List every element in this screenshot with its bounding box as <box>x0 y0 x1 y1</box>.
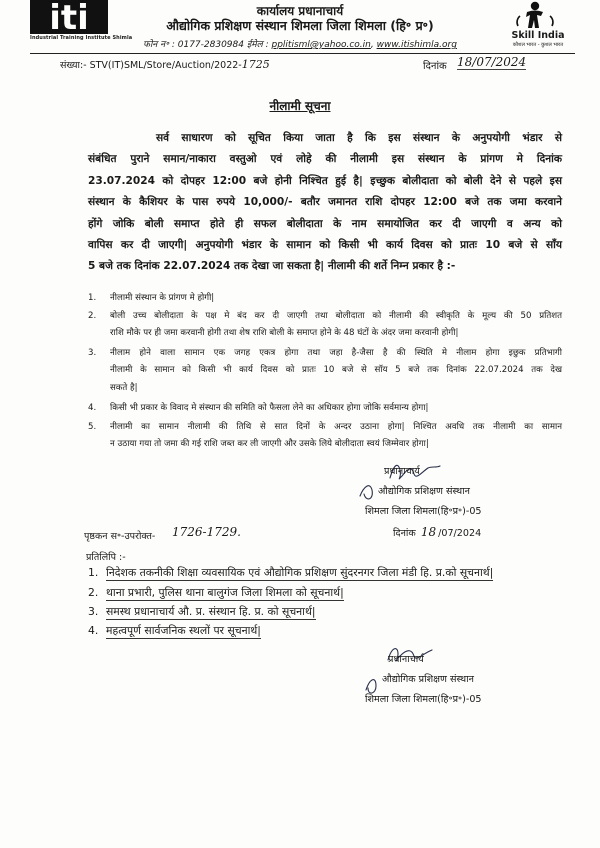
condition-line: नीलामी संस्थान के प्रांगण मे होगी| <box>110 293 215 303</box>
header-divider <box>30 53 575 54</box>
condition-line: राशि मौके पर ही जमा करवानी होगी तथा शेष राशि बोली के समाप्त होने के 48 घंटों के अंदर जमा करवानी होगी| <box>110 328 459 339</box>
condition-number: 5. <box>88 422 97 432</box>
date-label: दिनांक <box>423 61 447 72</box>
contact-email: pplitisml@yahoo.co.in <box>271 40 371 50</box>
contact-separator: , <box>370 40 377 50</box>
condition-line: नीलाम होने वाला सामान एक जगह एकत्र होगा तथा जहा है-जैसा है की स्थिति मे नीलाम होगा इछुक प्रतिभागी <box>110 348 562 358</box>
copy-item-number: 1. <box>88 566 99 579</box>
copy-item-text: महत्वपूर्ण सार्वजनिक स्थलों पर सूचनार्थ| <box>106 624 261 637</box>
condition-line: न उठाया गया तो जमा की गई राशि जब्त कर ली जाएगी और उसके लिये बोलीदाता स्वयं जिम्मेवार होगा| <box>110 439 429 450</box>
copy-item-text: निदेशक तकनीकी शिक्षा व्यवसायिक एवं औद्योगिक प्रशिक्षण सुंदरनगर जिला मंडी हि. प्र.को सूचनार्थ| <box>106 566 494 579</box>
reference-number <box>60 58 270 71</box>
condition-line: सकते है| <box>110 382 138 393</box>
paragraph-line: वापिस कर दी जाएगी| अनुपयोगी भंडार के सामान को किसी भी कार्य दिवस को प्रातः 10 बजे से साँय <box>88 239 562 252</box>
copy-item <box>88 604 316 619</box>
copy-item-number: 2. <box>88 586 99 599</box>
paragraph-line: 23.07.2024 को दोपहर 12:00 बजे होनी निश्चित हुई है| इच्छुक बोलीदाता को बोली देने से पहले इस <box>88 174 562 187</box>
paragraph-line: होंगे जोकि बोली समाप्त होते ही सफल बोलीदाता के नाम समायोजित कर दी जाएगी व अन्य को <box>88 217 562 230</box>
condition-number: 4. <box>88 403 97 413</box>
office-title: कार्यालय प्रधानाचार्य <box>256 4 344 18</box>
signature-date-rest: /07/2024 <box>438 528 482 539</box>
reference-handwritten-number: 1725 <box>241 58 270 71</box>
contact-phone: फोन न॰ : 0177-2830984 ईमेल : <box>143 40 272 50</box>
skill-india-title: Skill India <box>511 30 565 41</box>
signatory-institute: औद्योगिक प्रशिक्षण संस्थान <box>382 674 474 685</box>
condition-line: किसी भी प्रकार के विवाद मे संस्थान की समिति को फैसला लेने का अधिकार होगा जोकि सर्वमान्य होगा| <box>110 403 429 413</box>
condition-line: बोली उच्च बोलीदाता के पक्ष मे बंद कर दी जाएगी तथा बोलीदाता को नीलामी की स्वीकृति के मूल्य की 50 प्रतिशत <box>110 311 562 321</box>
signatory-designation: प्रधानाचार्य <box>384 466 420 477</box>
condition-number: 3. <box>88 348 97 358</box>
handwritten-signature-2 <box>352 640 462 700</box>
notice-paragraph <box>88 128 562 278</box>
signature-date-label: दिनांक <box>393 528 416 539</box>
reference-prefix: संख्या:- STV(IT)SML/Store/Auction/2022- <box>60 60 242 71</box>
endorsement-label: पृष्ठकन स॰-उपरोक्त- <box>84 531 156 542</box>
notice-title-text: नीलामी सूचना <box>269 99 331 113</box>
handwritten-date: 18/07/2024 <box>457 55 527 69</box>
copy-item-text: थाना प्रभारी, पुलिस थाना बालुगंज जिला शिमला को सूचनार्थ| <box>106 586 344 599</box>
signatory-location: शिमला जिला शिमला(हि॰प्र॰)-05 <box>365 694 482 705</box>
skill-india-tagline: कौशल भारत - कुशल भारत <box>512 42 564 48</box>
signatory-designation: प्रधानाचार्य <box>388 654 424 665</box>
paragraph-line: संस्थान के कैशियर के पास रुपये 10,000/- बतौर जमानत राशि दोपहर 12:00 बजे तक जमा करवाने <box>88 196 562 209</box>
condition-number: 1. <box>88 293 97 303</box>
paragraph-line: 5 बजे तक दिनांक 22.07.2024 तक देखा जा सकता है| नीलामी की शर्ते निम्न प्रकार है :- <box>88 260 456 273</box>
institute-name: औद्योगिक प्रशिक्षण संस्थान शिमला जिला शिमला (हि॰ प्र॰) <box>166 18 434 33</box>
signatory-institute: औद्योगिक प्रशिक्षण संस्थान <box>378 486 470 497</box>
copy-item <box>88 565 493 580</box>
copy-item-text: समस्थ प्रधानाचार्य औ. प्र. संस्थान हि. प्र. को सूचनार्थ| <box>106 605 316 618</box>
skill-india-logo-icon <box>508 0 560 30</box>
condition-line: नीलामी का सामान नीलामी की तिथि से सात दिनों के अन्दर उठाना होगा| निश्चित अवधि तक नीलामी का सामान <box>110 422 562 432</box>
signature-date-day: 18 <box>420 525 437 539</box>
logo-caption: Industrial Training Institute Shimla <box>30 35 133 41</box>
copy-item <box>88 623 261 638</box>
endorsement-handwritten-number: 1726-1729. <box>172 525 241 539</box>
copy-item-number: 3. <box>88 605 99 618</box>
signatory-location: शिमला जिला शिमला(हि॰प्र॰)-05 <box>365 506 482 517</box>
copy-to-label: प्रतिलिपि :- <box>86 552 126 563</box>
condition-number: 2. <box>88 311 97 321</box>
logo-text: iti <box>49 0 89 34</box>
copy-item-number: 4. <box>88 624 99 637</box>
condition-line: नीलामी के सामान को किसी भी कार्य दिवस को प्रातः 10 बजे से सॉय 5 बजे तक दिनांक 22.07.2024 तक देख <box>110 365 562 376</box>
contact-website: www.itishimla.org <box>376 40 457 50</box>
paragraph-line: सर्व साधारण को सूचित किया जाता है कि इस संस्थान के अनुपयोगी भंडार से <box>156 132 562 144</box>
signature-date <box>393 525 481 539</box>
notice-title <box>0 97 600 114</box>
paragraph-line: संबंधित पुराने समान/नाकारा वस्तुओ एवं लोहे की नीलामी इस संस्थान के प्रांगण मे दिनांक <box>88 153 562 166</box>
copy-item <box>88 585 344 600</box>
